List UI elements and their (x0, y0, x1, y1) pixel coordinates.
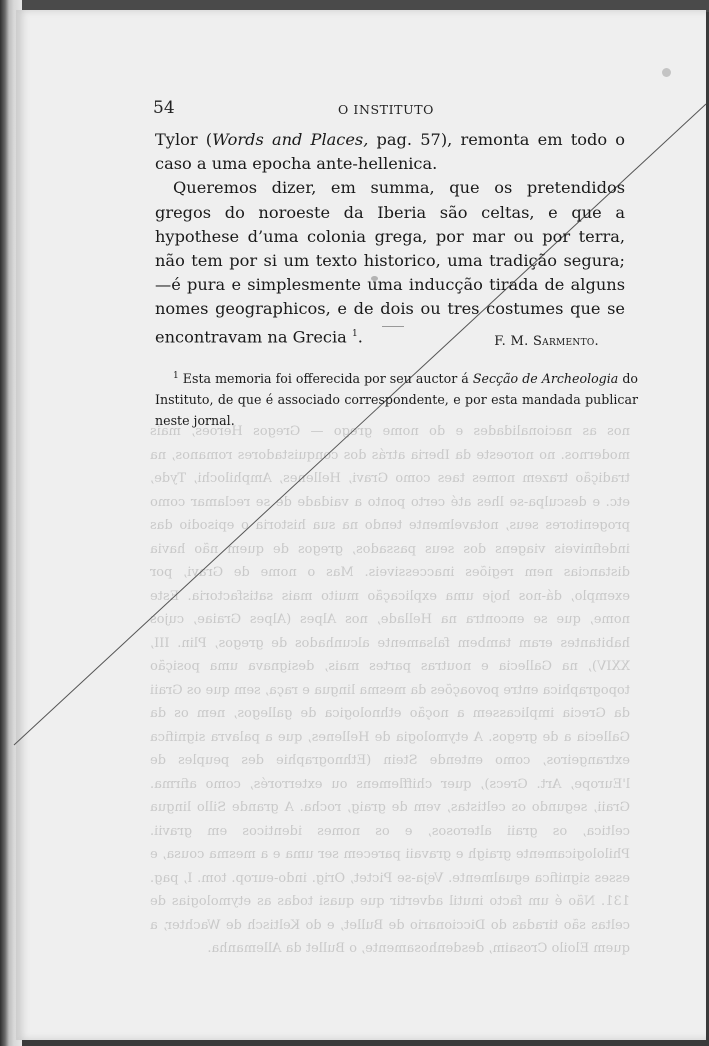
running-head: O INSTITUTO (338, 102, 434, 117)
body-text (155, 128, 625, 349)
author-initials: F. M. (494, 334, 529, 349)
book-title: Words and Places, (212, 130, 369, 149)
page-number: 54 (153, 98, 175, 118)
paragraph-1: Tylor (Words and Places, pag. 57), remonta em todo o caso a uma epocha ante-hellenica. (155, 130, 625, 174)
footnote-reference: 1 (351, 328, 358, 339)
section-name: Secção de Archeologia (472, 371, 619, 387)
author-surname: Sarmento. (532, 334, 599, 349)
page-header (153, 98, 606, 120)
footnote: $^1$ Esta memoria foi offerecida por seu auctor á Secção de Archeologia do Instituto, de que é associado correspondente, e por esta mandada publicar neste jornal. (155, 371, 638, 429)
author-signature (494, 334, 599, 349)
signature-rule (382, 326, 404, 327)
show-through-text: nos as nacionalidades e do nome grego — Gregos Heroes, mais modernos. no noroeste da Iberia atrás dos conquistadores romanos, na tradição trazem nomes taes como Gravi, Hellenes, Amphilochi, Tyde, etc. e desculpa-se lhes até certo ponto a vaidade de se reclamar como progenitores seus, notavelmente tendo na sua historia o episodio das indefiniveis viagens dos seus passados, gregos de quem não havia distancias nem regiões inaccessiveis. Mas o nome de Gravi, por exemplo, dá-nos hoje uma explicação muito mais satisfactoria. Este nome, que se encontra na Hellade, nos Alpes (Alpes Graiae, cujos habitantes eram tambem falsamente alcunhados de gregos, Plin. III, XXIV), na Gallecia e noutras partes mais, designava uma posição topographica entre povoações da mesma lingua e raça, sem que os Graii da Grecia implicassem a noção ethnologica de gallegos, nem os da Gallecia a de gregos. A etymologia de Hellenes, que a palavra significa extrangeiros, como entende Stein (Ethnographie des peuples de l'Europe, Art. Grecs), quer chifflemens ou exterrorés, como afirma. Graii, segundo os celtistas, vem de graig, rocha. A grande Sillo lingua celtica, os graii alterosos, e os nomes identicos em gravii. Philologicamente graigh e gravaii parecem ser uma e a mesma cousa, e esses significa egualmente. Veja-se Pictet, Orig. indo-europ. tom. I, pag. 131. Não é um facto inutil advertir que quasi todas as etymologias de celtas são tiradas do Diccionario de Bullet, e do Keltisch de Wachter, a quem Eloilo Crosaim, desdenhosamente, o Bullet da Allemanha. (150, 424, 630, 956)
footnote-marker: 1 (173, 371, 179, 381)
paragraph-2: Queremos dizer, em summa, que os pretendidos gregos do noroeste da Iberia são celtas, e que a hypothese d’uma colonia grega, por mar ou por terra, não tem por si um texto historico, uma tradição segura; —é pura e simplesmente uma inducção tirada de alguns nomes geographicos, e de dois ou tres costumes que se encontravam na Grecia $^1$. (155, 178, 625, 347)
